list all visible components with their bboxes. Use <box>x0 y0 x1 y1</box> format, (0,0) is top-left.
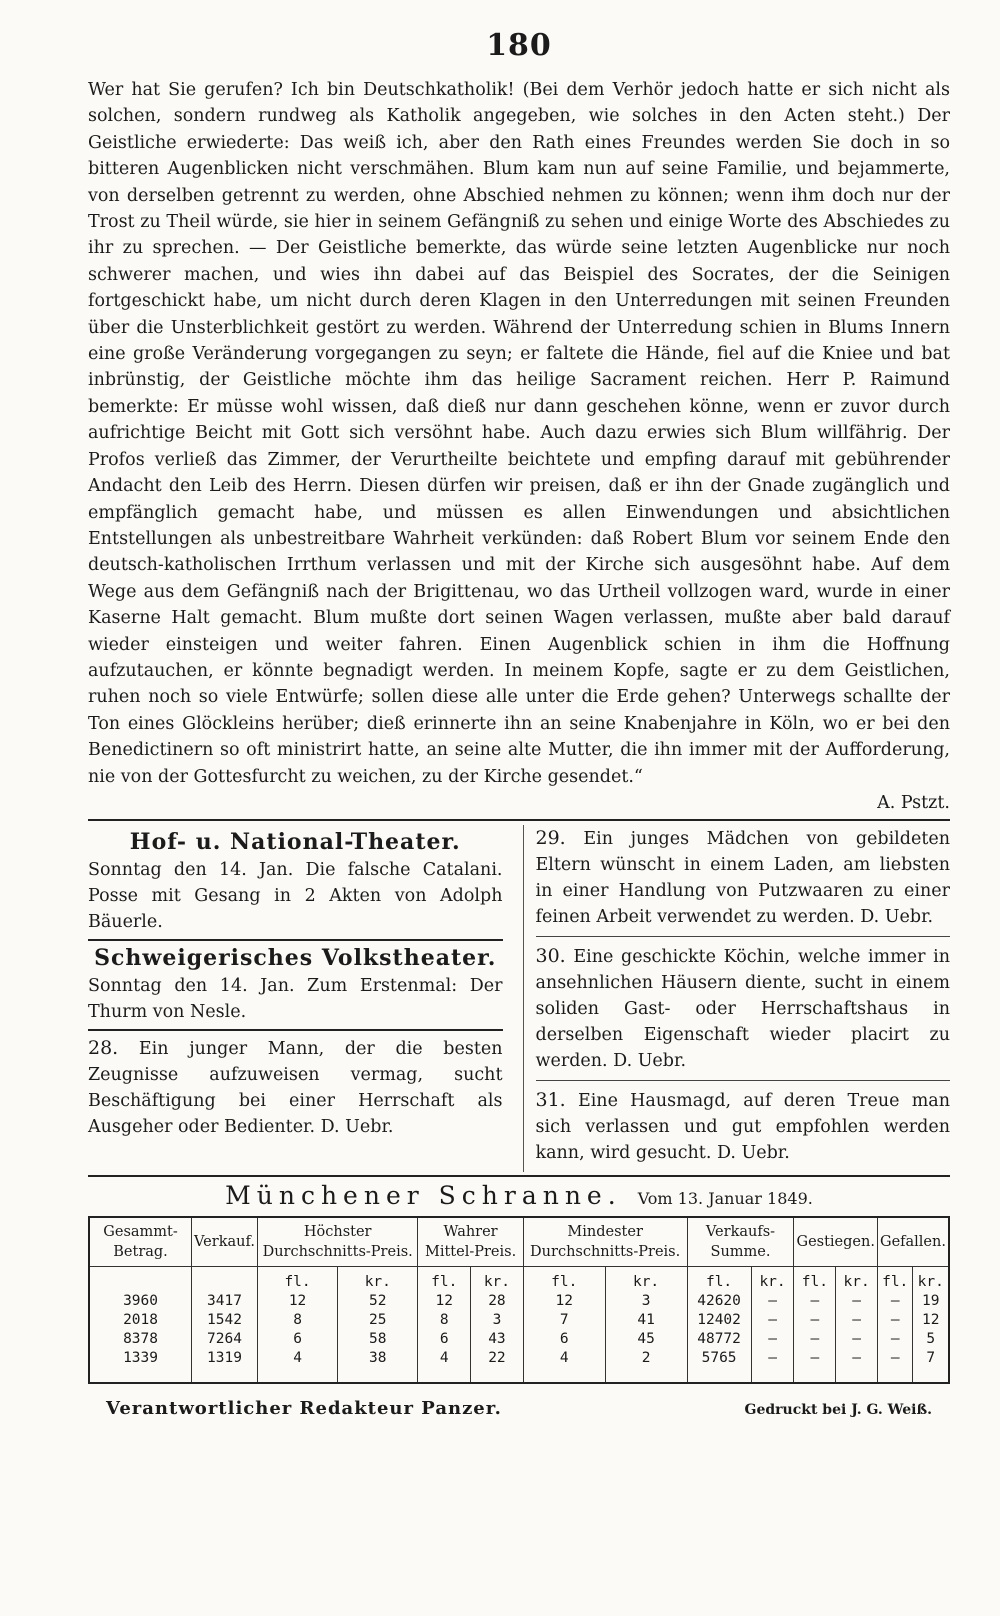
table-cell: 48772 <box>687 1330 751 1349</box>
header-gestiegen: Gestiegen. <box>794 1217 877 1267</box>
ad-number: 30. <box>535 945 566 968</box>
table-cell: 2018 <box>89 1311 192 1330</box>
table-cell: 6 <box>523 1330 605 1349</box>
unit-cell: kr. <box>836 1267 878 1293</box>
market-header <box>88 1181 950 1210</box>
table-cell: 6 <box>257 1330 337 1349</box>
left-column <box>88 825 503 1172</box>
header-gefallen: Gefallen. <box>877 1217 949 1267</box>
theater-text-volk: Sonntag den 14. Jan. Zum Erstenmal: Der Thurm von Nesle. <box>88 976 503 1023</box>
unit-cell: fl. <box>257 1267 337 1293</box>
header-gesammt-betrag: Gesammt-Betrag. <box>89 1217 192 1267</box>
unit-cell: kr. <box>471 1267 524 1293</box>
table-cell: — <box>751 1311 794 1330</box>
divider <box>88 939 503 941</box>
table-cell: 7 <box>523 1311 605 1330</box>
table-cell: 2 <box>605 1349 687 1383</box>
table-cell: — <box>751 1292 794 1311</box>
table-cell: — <box>836 1349 878 1383</box>
editor-credit: Verantwortlicher Redakteur Panzer. <box>106 1398 502 1420</box>
table-cell: 52 <box>338 1292 418 1311</box>
main-article <box>88 77 950 816</box>
table-cell: 5 <box>913 1330 949 1349</box>
table-cell: — <box>794 1292 836 1311</box>
table-cell: — <box>877 1292 912 1311</box>
grain-market-table <box>88 1216 950 1384</box>
table-cell: 42620 <box>687 1292 751 1311</box>
ad-28 <box>88 1035 503 1140</box>
ad-text: Eine Hausmagd, auf deren Treue man sich verlassen und gut empfohlen werden kann, wird gesucht. D. Uebr. <box>535 1091 950 1164</box>
table-cell: 38 <box>338 1349 418 1383</box>
unit-cell: fl. <box>418 1267 471 1293</box>
table-cell: 19 <box>913 1292 949 1311</box>
table-cell: 3 <box>471 1311 524 1330</box>
table-cell: 8 <box>257 1311 337 1330</box>
header-hoechster-preis: Höchster Durchschnitts-Preis. <box>257 1217 417 1267</box>
main-article-text: Wer hat Sie gerufen? Ich bin Deutschkatholik! (Bei dem Verhör jedoch hatte er sich nicht als solchen, sondern rundweg als Katholik angegeben, wie solches in den Acten steht.) Der Geistliche erwiederte: Das weiß ich, aber den Rath eines Freundes werden Sie doch in so bitteren Augenblicken nicht verschmähen. Blum kam nun auf seine Familie, und bejammerte, von derselben getrennt zu werden, ohne Abschied nehmen zu können; wenn ihm doch nur der Trost zu Theil würde, sie hier in seinem Gefängniß zu sehen und einige Worte des Abschiedes zu ihr zu sprechen. — Der Geistliche bemerkte, das würde seine letzten Augenblicke nur noch schwerer machen, und wies ihn dabei auf das Beispiel des Socrates, der die Seinigen fortgeschickt habe, um nicht durch deren Klagen in den Unterredungen mit seinen Freunden über die Unsterblichkeit gestört zu werden. Während der Unterredung schien in Blums Innern eine große Veränderung vorgegangen zu seyn; er faltete die Hände, fiel auf die Kniee und bat inbrünstig, der Geistliche möchte ihm das heilige Sacrament reichen. Herr P. Raimund bemerkte: Er müsse wohl wissen, daß dieß nur dann geschehen könne, wenn er zuvor durch aufrichtige Beicht mit Gott sich versöhnt habe. Auch dazu erwies sich Blum willfährig. Der Profos verließ das Zimmer, der Verurtheilte beichtete und empfing darauf mit gebührender Andacht den Leib des Herrn. Diesen dürfen wir preisen, daß er ihn der Gnade zugänglich und empfänglich gemacht habe, und müssen es allen Einwendungen und absichtlichen Entstellungen als unbestreitbare Wahrheit verkünden: daß Robert Blum vor seinem Ende den deutsch-katholischen Irrthum verlassen und mit der Kirche sich ausgesöhnt habe. Auf dem Wege aus dem Gefängniß nach der Brigittenau, wo das Urtheil vollzogen ward, wurde in einer Kaserne Halt gemacht. Blum mußte dort seinen Wagen verlassen, mußte aber bald darauf wieder einsteigen und weiter fahren. Einen Augenblick schien in ihm die Hoffnung aufzutauchen, er könnte begnadigt werden. In meinem Kopfe, sagte er zu dem Geistlichen, ruhen noch so viele Entwürfe; sollen diese alle unter die Erde gehen? Unterwegs schallte der Ton eines Glöckleins herüber; dieß erinnerte ihn an seine Knabenjahre in Köln, wo er bei den Benedictinern so oft ministrirt hatte, an seine alte Mutter, die ihn immer mit der Aufforderung, nie von der Gottesfurcht zu weichen, zu der Kirche gesendet.“ <box>88 80 950 787</box>
ad-number: 31. <box>535 1089 566 1112</box>
header-verkauf: Verkauf. <box>192 1217 258 1267</box>
table-cell: — <box>877 1349 912 1383</box>
ad-text: Ein junges Mädchen von gebildeten Eltern wünscht in einem Laden, am liebsten in einer Handlung von Putzwaaren zu einer feinen Arbeit verwendet zu werden. D. Uebr. <box>535 829 950 928</box>
table-cell: 5765 <box>687 1349 751 1383</box>
ad-29 <box>536 825 951 930</box>
table-cell: 25 <box>338 1311 418 1330</box>
table-cell: 58 <box>338 1330 418 1349</box>
table-cell: 12 <box>257 1292 337 1311</box>
table-cell: 1339 <box>89 1349 192 1383</box>
table-cell: — <box>751 1349 794 1383</box>
table-cell: 4 <box>523 1349 605 1383</box>
table-row <box>89 1292 949 1311</box>
table-cell: 1542 <box>192 1311 258 1330</box>
market-date: Vom 13. Januar 1849. <box>637 1189 813 1209</box>
divider <box>88 1175 950 1177</box>
table-cell: 4 <box>257 1349 337 1383</box>
unit-cell: fl. <box>687 1267 751 1293</box>
table-cell: 41 <box>605 1311 687 1330</box>
table-cell: — <box>877 1311 912 1330</box>
table-cell: 8 <box>418 1311 471 1330</box>
header-mittel-preis: Wahrer Mittel-Preis. <box>418 1217 523 1267</box>
header-mindester-preis: Mindester Durchschnitts-Preis. <box>523 1217 687 1267</box>
unit-cell: kr. <box>338 1267 418 1293</box>
ad-text: Ein junger Mann, der die besten Zeugnisse aufzuweisen vermag, sucht Beschäftigung bei einer Herrschaft als Ausgeher oder Bedienter. D. Uebr. <box>88 1039 503 1138</box>
table-cell: 4 <box>418 1349 471 1383</box>
unit-cell: kr. <box>605 1267 687 1293</box>
table-cell: — <box>794 1311 836 1330</box>
table-cell: 3960 <box>89 1292 192 1311</box>
table-cell: 22 <box>471 1349 524 1383</box>
table-cell: — <box>836 1330 878 1349</box>
footer <box>88 1398 950 1419</box>
ad-text: Eine geschickte Köchin, welche immer in ansehnlichen Häusern diente, sucht in einem soliden Gast- oder Herrschaftshaus in derselben Eigenschaft wieder placirt zu werden. D. Uebr. <box>535 947 950 1072</box>
page-number: 180 <box>486 28 552 63</box>
unit-cell: fl. <box>877 1267 912 1293</box>
table-row <box>89 1330 949 1349</box>
ad-30 <box>536 943 951 1074</box>
divider <box>88 1029 503 1031</box>
printer-credit: Gedruckt bei J. G. Weiß. <box>744 1402 932 1419</box>
table-cell: 12402 <box>687 1311 751 1330</box>
table-cell: 6 <box>418 1330 471 1349</box>
right-column <box>523 825 951 1172</box>
unit-cell: kr. <box>913 1267 949 1293</box>
unit-cell: kr. <box>751 1267 794 1293</box>
table-cell: — <box>751 1330 794 1349</box>
table-cell: 28 <box>471 1292 524 1311</box>
table-cell: — <box>836 1292 878 1311</box>
table-cell: 12 <box>418 1292 471 1311</box>
table-cell: 1319 <box>192 1349 258 1383</box>
market-title: Münchener Schranne. <box>225 1181 622 1211</box>
table-cell: 7264 <box>192 1330 258 1349</box>
table-cell: 3417 <box>192 1292 258 1311</box>
table-cell: 45 <box>605 1330 687 1349</box>
theater-title-volk: Schweigerisches Volkstheater. <box>94 945 497 972</box>
announcements <box>88 825 950 1172</box>
table-row <box>89 1311 949 1330</box>
table-row <box>89 1349 949 1383</box>
table-header-row <box>89 1217 949 1267</box>
unit-cell: fl. <box>794 1267 836 1293</box>
header-verkaufs-summe: Verkaufs-Summe. <box>687 1217 794 1267</box>
article-signature: A. Pstzt. <box>877 792 950 813</box>
divider <box>536 936 951 937</box>
unit-cell: fl. <box>523 1267 605 1293</box>
table-cell: 7 <box>913 1349 949 1383</box>
newspaper-page <box>88 28 950 1419</box>
table-cell: — <box>794 1349 836 1383</box>
unit-cell <box>89 1267 192 1293</box>
table-cell: 12 <box>913 1311 949 1330</box>
ad-31 <box>536 1087 951 1166</box>
table-cell: 8378 <box>89 1330 192 1349</box>
table-cell: 3 <box>605 1292 687 1311</box>
ad-number: 28. <box>88 1037 119 1060</box>
unit-cell <box>192 1267 258 1293</box>
theater-text-hof: Sonntag den 14. Jan. Die falsche Catalani. Posse mit Gesang in 2 Akten von Adolph Bäuerle. <box>88 860 503 933</box>
units-row <box>89 1267 949 1293</box>
table-cell: 43 <box>471 1330 524 1349</box>
divider <box>536 1080 951 1081</box>
table-cell: — <box>836 1311 878 1330</box>
ad-number: 29. <box>535 827 566 850</box>
table-cell: 12 <box>523 1292 605 1311</box>
table-cell: — <box>877 1330 912 1349</box>
table-cell: — <box>794 1330 836 1349</box>
divider <box>88 819 950 821</box>
theater-title-hof: Hof- u. National-Theater. <box>129 829 461 856</box>
